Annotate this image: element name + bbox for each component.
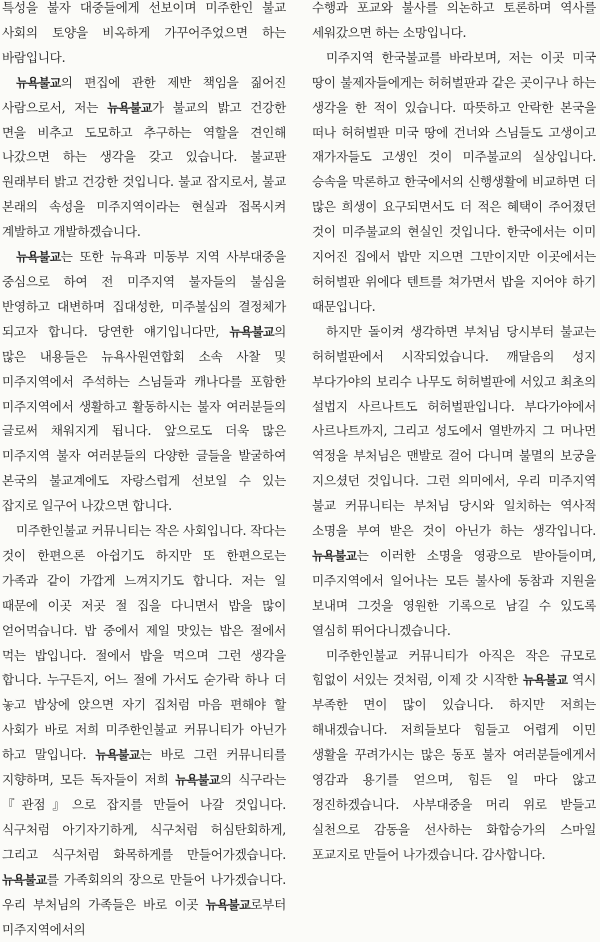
body-text: 미주한인불교 커뮤니티는 작은 사회입니다. 작다는 것이 한편으론 아쉽기도 하지만 또 한편으로는 가족과 같이 가깝게 느껴지기도 합니다. 저는 일 때문에 이곳 저곳 절 집을 다니면서 밥을 많이 얻어먹습니다. 밥 중에서 제일 맛있는 밥은 절에서 먹는 밥입니다. 절에서 밥을 먹으며 그런 생각을 합니다. 누구든지, 어느 절에 가서도 숟가락 하나 더 놓고 밥상에 앉으면 자기 집처럼 마음 편해야 할 사회가 바로 저희 미주한인불교 커뮤니티가 아닌가 하고 말입니다. [2,523,286,763]
body-text: 하지만 돌이켜 생각하면 부처님 당시부터 불교는 허허벌판에서 시작되었습니다. 깨달음의 성지 부다가야의 보리수 나무도 허허벌판에 서있고 최초의 설법지 사르나트도 허허벌판입니다. 부다가야에서 사르나트까지, 그리고 성도에서 열반까지 그 머나먼 역정을 부처님은 맨발로 걸어 다니며 불멸의 보궁을 지으셨던 것입니다. 그런 의미에서, 우리 미주지역 불교 커뮤니티는 부처님 당시와 일치하는 역사적 소명을 부여 받은 것이 아닌가 하는 생각입니다. [312,323,596,539]
right-paragraph-4 [312,644,596,868]
body-text: 의 많은 내용들은 뉴욕사원연합회 소속 사찰 및 미주지역에서 주석하는 스님들과 캐나다를 포함한 미주지역에서 생활하고 활동하시는 불자 여러분들의 글로써 채워지게 됩니다. 앞으로도 더욱 많은 미주지역 불자 여러분들의 다양한 글들을 발굴하여 본국의 불교계에도 자랑스럽게 선보일 수 있는 잡지로 일구어 나갔으면 합니다. [2,323,286,514]
left-paragraph-3 [2,245,286,519]
body-text: 로부터 미주지역에서의 [2,896,286,937]
brand-name: 뉴욕불교 [175,773,220,788]
left-column [2,0,286,942]
left-paragraph-4 [2,519,286,942]
body-text: 가 불교의 밝고 건강한 면을 비추고 도모하고 추구하는 역할을 견인해 나갔으면 하는 생각을 갖고 있습니다. 불교판 원래부터 밝고 건강한 것입니다. 불교 잡지로서, 불교 본래의 속성을 미주지역이라는 현실과 접목시켜 계발하고 개발하겠습니다. [2,99,287,240]
right-paragraph-3 [312,320,596,644]
brand-name: 뉴욕불교 [229,324,275,339]
body-text: 의 편집에 관한 제반 책임을 짊어진 사람으로서, 저는 [2,74,286,115]
body-text: 는 또한 뉴욕과 미동부 지역 사부대중을 중심으로 하여 전 미주지역 불자들의 불심을 반영하고 대변하며 집대성한, 미주불심의 결정체가 되고자 합니다. 당연한 얘기입니다만, [2,249,286,339]
brand-name: 뉴욕불교 [16,250,61,265]
right-paragraph-2: 미주지역 한국불교를 바라보며, 저는 이곳 미국 땅이 불제자들에게는 허허벌판과 같은 곳이구나 하는 생각을 한 적이 있습니다. 따뜻하고 안락한 본국을 떠나 허허벌판 미국 땅에 건너와 스님들도 고생이고 재가자들도 고생인 것이 미주불교의 실상입니다. 승속을 막론하고 한국에서의 신행생활에 비교하면 더 많은 희생이 요구되면서도 더 적은 혜택이 주어졌던 것이 미주불교의 현실인 것입니다. 한국에서는 이미 지어진 집에서 밥만 지으면 그만이지만 이곳에서는 허허벌판 위에다 텐트를 쳐가면서 밥을 지어야 하기 때문입니다. [312,49,596,314]
right-paragraph-1: 수행과 포교와 불사를 의논하고 토론하며 역사를 세워갔으면 하는 소망입니다. [312,0,596,40]
brand-name: 뉴욕불교 [2,872,47,887]
body-text: 역시 부족한 면이 많이 있습니다. 하지만 저희는 해내겠습니다. 저희들보다 힘들고 어렵게 이민 생활을 꾸려가시는 많은 동포 불자 여러분들에게서 영감과 용기를 얻으며, 힘든 일 마다 않고 정진하겠습니다. 사부대중을 머리 위로 받들고 실천으로 감동을 선사하는 화합승가의 스마일 포교지로 만들어 나가겠습니다. 감사합니다. [312,672,596,862]
left-paragraph-1: 특성을 불자 대중들에게 선보이며 미주한인 불교 사회의 토양을 비옥하게 가꾸어주었으면 하는 바람입니다. [2,0,286,65]
brand-name: 뉴욕불교 [312,548,357,563]
brand-name: 뉴욕불교 [522,673,568,688]
left-paragraph-2 [2,71,286,245]
brand-name: 뉴욕불교 [107,100,152,115]
brand-name: 뉴욕불교 [205,897,251,912]
body-text: 는 이러한 소명을 영광으로 받아들이며, 미주지역에서 일어나는 모든 불사에 동참과 지원을 보내며 그것을 영원한 기록으로 남길 수 있도록 열심히 뛰어다니겠습니다. [312,547,596,638]
brand-name: 뉴욕불교 [95,748,140,763]
body-text: 를 가족회의의 장으로 만들어 나가겠습니다. 우리 부처님의 가족들은 바로 이곳 [2,871,286,912]
brand-name: 뉴욕불교 [16,75,61,90]
body-text: 는 바로 그런 커뮤니티를 지향하며, 모든 독자들이 저희 [2,747,286,788]
right-column [312,0,596,868]
body-text: 미주한인불교 커뮤니티가 아직은 작은 규모로 힘없이 서있는 것처럼, 이제 갓 시작한 [312,647,596,688]
body-text: 의 식구라는 『관점』으로 잡지를 만들어 나갈 것입니다. 식구처럼 아기자기하게, 식구처럼 허심탄회하게, 그리고 식구처럼 화목하게를 만들어가겠습니다. [2,772,286,862]
